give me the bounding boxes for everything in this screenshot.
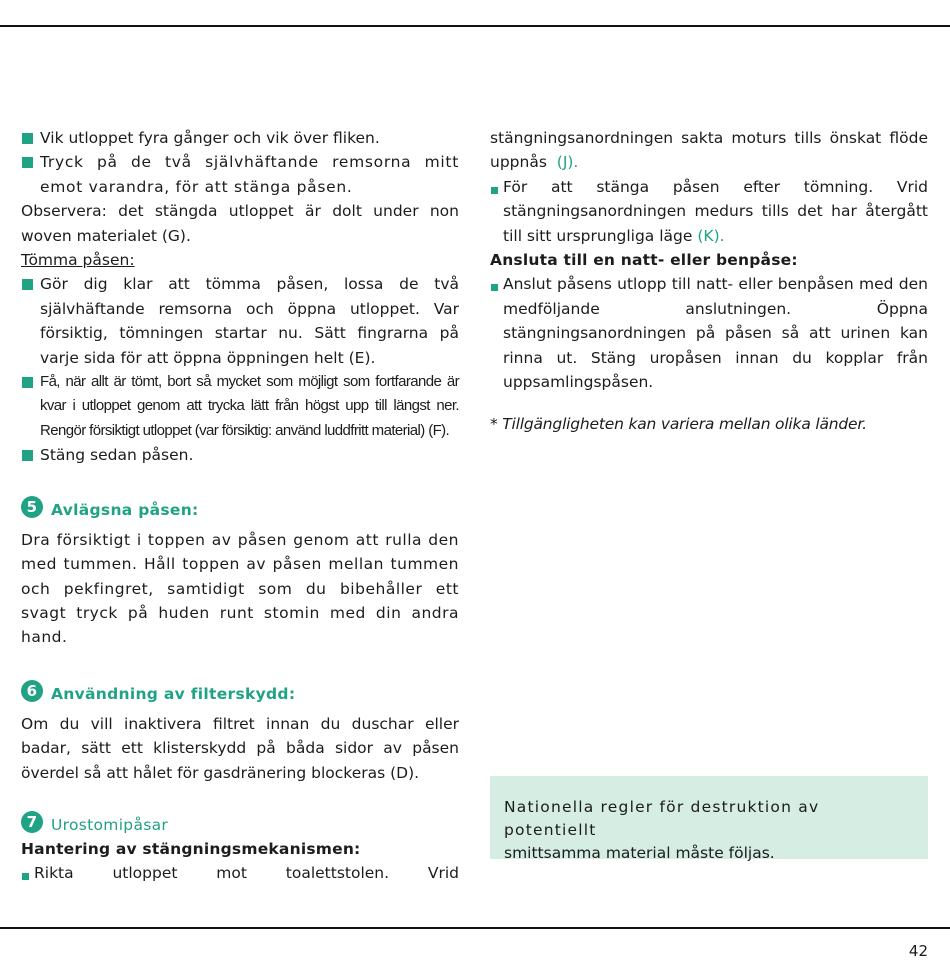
availability-note: * Tillgängligheten kan variera mellan olika länder. xyxy=(490,415,867,434)
empty-bag-heading: Tömma påsen: xyxy=(21,251,135,270)
section-6-text: Om du vill inaktivera filtret innan du duschar eller badar, sätt ett klisterskydd på båda sidor av påsen överdel så att hålet för gasdränering blockeras (D). xyxy=(21,714,459,782)
bullet-press-strips: Tryck på de två självhäftande remsorna mitt emot varandra, för att stänga påsen. xyxy=(21,150,459,199)
disposal-notice-box xyxy=(490,776,928,862)
bullet-connect-bag: Anslut påsens utlopp till natt- eller benpåsen med den medföljande anslutningen. Öppna stängningsanordningen på påsen så att urinen kan rinna ut. Stäng uropåsen innan du kopplar från uppsamlingspåsen. xyxy=(490,272,928,394)
section-6-number: 6 xyxy=(21,680,43,702)
figure-ref-j: (J). xyxy=(556,153,579,172)
bottom-rule xyxy=(0,927,950,929)
section-5-text: Dra försiktigt i toppen av påsen genom att rulla den med tummen. Håll toppen av påsen mellan tummen och pekfingret, samtidigt som du bibehåller ett svagt tryck på huden runt stomin med din andra hand. xyxy=(21,530,459,647)
bullet-fold-outlet: Vik utloppet fyra gånger och vik över fliken. xyxy=(21,126,459,150)
section-6-title: Användning av filterskydd: xyxy=(51,684,296,703)
section-5-title: Avlägsna påsen: xyxy=(51,500,199,519)
left-column xyxy=(21,126,459,886)
bullet-close-bag: Stäng sedan påsen. xyxy=(21,443,459,467)
figure-ref-k: (K). xyxy=(697,226,725,245)
top-rule xyxy=(0,25,950,27)
disposal-notice-line-2: smittsamma material måste följas. xyxy=(504,844,775,862)
section-7-title: Urostomipåsar xyxy=(51,815,169,834)
continued-text xyxy=(490,126,928,175)
section-5-heading xyxy=(21,498,459,522)
bullet-close-after-emptying xyxy=(490,175,928,248)
bullet-open-outlet: Gör dig klar att tömma påsen, lossa de två självhäftande remsorna och öppna utloppet. Var försiktig, tömningen startar nu. Sätt fingrarna på varje sida för att öppna öppningen helt (E). xyxy=(21,272,459,370)
connect-night-bag-heading: Ansluta till en natt- eller benpåse: xyxy=(490,251,798,270)
section-7-number: 7 xyxy=(21,811,43,833)
bullet-clean-outlet: Få, när allt är tömt, bort så mycket som möjligt som fortfarande är kvar i utloppet genom att trycka lätt från högst upp till längst ner. Rengör försiktigt utloppet (var försiktig: använd luddfritt material) (F). xyxy=(21,370,459,443)
disposal-notice-line-1: Nationella regler för destruktion av potentiellt xyxy=(504,798,820,839)
right-column xyxy=(490,126,928,437)
bullet-aim-outlet: Rikta utloppet mot toalettstolen. Vrid xyxy=(21,861,459,885)
close-after-emptying-text: För att stänga påsen efter tömning. Vrid stängningsanordningen medurs tills det har återgått till sitt ursprungliga läge xyxy=(503,177,928,245)
section-6-heading xyxy=(21,682,459,706)
observe-note: Observera: det stängda utloppet är dolt under non woven materialet (G). xyxy=(21,202,459,245)
section-5-number: 5 xyxy=(21,496,43,518)
continued-text-body: stängningsanordningen sakta moturs tills önskat flöde uppnås xyxy=(490,129,928,172)
section-7-subheading: Hantering av stängningsmekanismen: xyxy=(21,839,361,858)
section-7-heading xyxy=(21,813,459,837)
page-number: 42 xyxy=(908,942,928,960)
